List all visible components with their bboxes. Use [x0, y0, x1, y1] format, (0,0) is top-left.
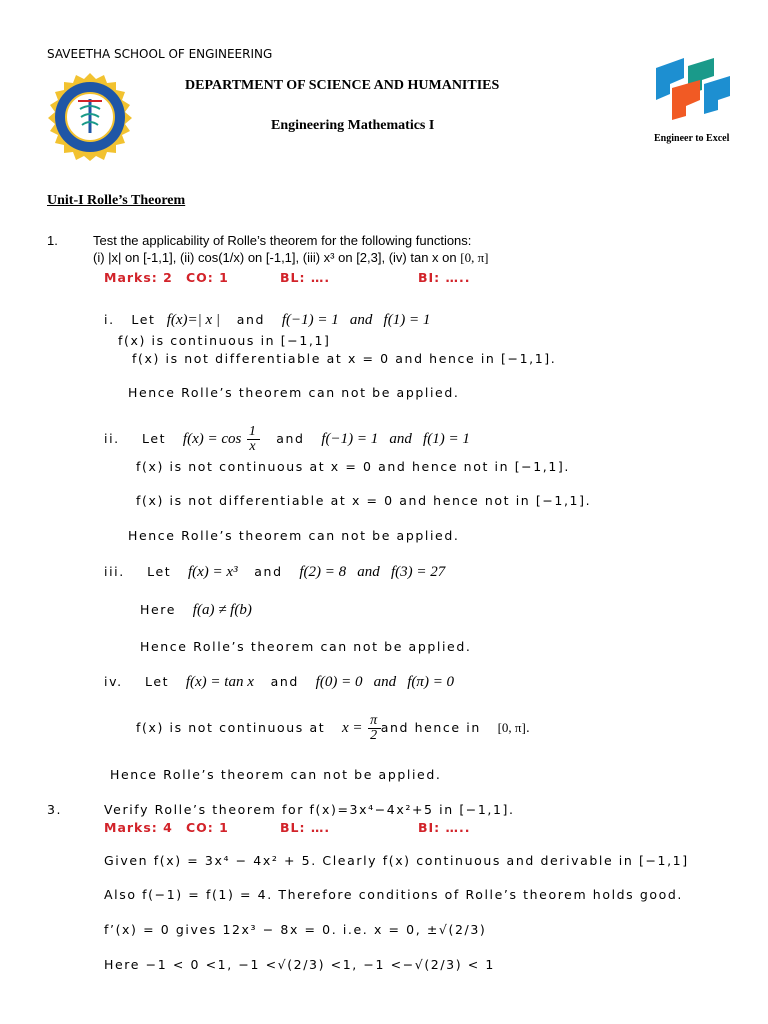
logo-tagline: Engineer to Excel	[654, 133, 730, 144]
department-title: DEPARTMENT OF SCIENCE AND HUMANITIES	[185, 78, 500, 93]
q1-iii-conclusion: Hence Rolle’s theorem can not be applied.	[140, 639, 472, 654]
q3-marks: Marks: 4	[104, 820, 173, 835]
q1-co: CO: 1	[186, 270, 229, 285]
q3-co: CO: 1	[186, 820, 229, 835]
course-title: Engineering Mathematics I	[271, 118, 435, 133]
q3-bl: BL: ….	[280, 820, 331, 835]
q3-prompt: Verify Rolle’s theorem for f(x)=3x⁴−4x²+5 in [−1,1].	[104, 802, 515, 817]
q1-bi: BI: …..	[418, 270, 471, 285]
q1-iii-here: Here f(a) ≠ f(b)	[140, 602, 252, 618]
q1-ii-line2: f(x) is not differentiable at x = 0 and hence not in [−1,1].	[136, 493, 592, 508]
q1-iv-line: f(x) is not continuous at x = $\frac{\pi}{2}$ and hence in [0, π].	[136, 713, 532, 743]
q1-prompt: Test the applicability of Rolle’s theorem for the following functions:	[93, 233, 472, 248]
q1-iii-statement: iii. Let f(x) = x³ and f(2) = 8 and f(3) = 27	[104, 564, 446, 580]
q1-i-conclusion: Hence Rolle’s theorem can not be applied.	[128, 385, 460, 400]
sse-logo	[650, 58, 735, 140]
q3-line3: f’(x) = 0 gives 12x³ − 8x = 0. i.e. x = 0, ±√(2/3)	[104, 922, 487, 937]
q3-line1: Given f(x) = 3x⁴ − 4x² + 5. Clearly f(x) continuous and derivable in [−1,1]	[104, 853, 689, 868]
q1-iv-statement: iv. Let f(x) = tan x and f(0) = 0 and f(π) = 0	[104, 674, 455, 690]
q1-bl: BL: ….	[280, 270, 331, 285]
q1-marks: Marks: 2	[104, 270, 173, 285]
q1-parts	[93, 250, 489, 266]
q1-ii-conclusion: Hence Rolle’s theorem can not be applied.	[128, 528, 460, 543]
q1-iv-conclusion: Hence Rolle’s theorem can not be applied.	[110, 767, 442, 782]
school-name: SAVEETHA SCHOOL OF ENGINEERING	[47, 47, 273, 61]
fraction-pi-over-2: $\frac{\pi}{2}$	[370, 713, 379, 743]
q3-line4: Here −1 < 0 <1, −1 <√(2/3) <1, −1 <−√(2/3) < 1	[104, 957, 495, 972]
q1-i-line2: f(x) is not differentiable at x = 0 and hence in [−1,1].	[132, 351, 557, 366]
q3-line2: Also f(−1) = f(1) = 4. Therefore conditions of Rolle’s theorem holds good.	[104, 887, 684, 902]
q3-bi: BI: …..	[418, 820, 471, 835]
q1-parts-text: (i) |x| on [-1,1], (ii) cos(1/x) on [-1,1], (iii) x³ on [2,3], (iv) tan x on	[93, 250, 457, 265]
q1-ii-line1: f(x) is not continuous at x = 0 and hence not in [−1,1].	[136, 459, 570, 474]
college-seal-logo	[40, 72, 140, 162]
q1-i-statement: i. Let f(x)=| x | and f(−1) = 1 and f(1) = 1	[104, 312, 431, 328]
q1-i-line1: f(x) is continuous in [−1,1]	[118, 333, 331, 348]
fraction-one-over-x: $\frac{1}{x}$	[248, 424, 258, 454]
q3-number: 3.	[47, 802, 63, 817]
unit-title: Unit-I Rolle’s Theorem	[47, 193, 186, 208]
q1-ii-statement: ii. Let f(x) = cos $\frac{1}{x}$ and f(−1) = 1 and f(1) = 1	[104, 424, 470, 454]
q1-parts-interval: [0, π]	[460, 250, 489, 265]
q1-number: 1.	[47, 233, 58, 248]
